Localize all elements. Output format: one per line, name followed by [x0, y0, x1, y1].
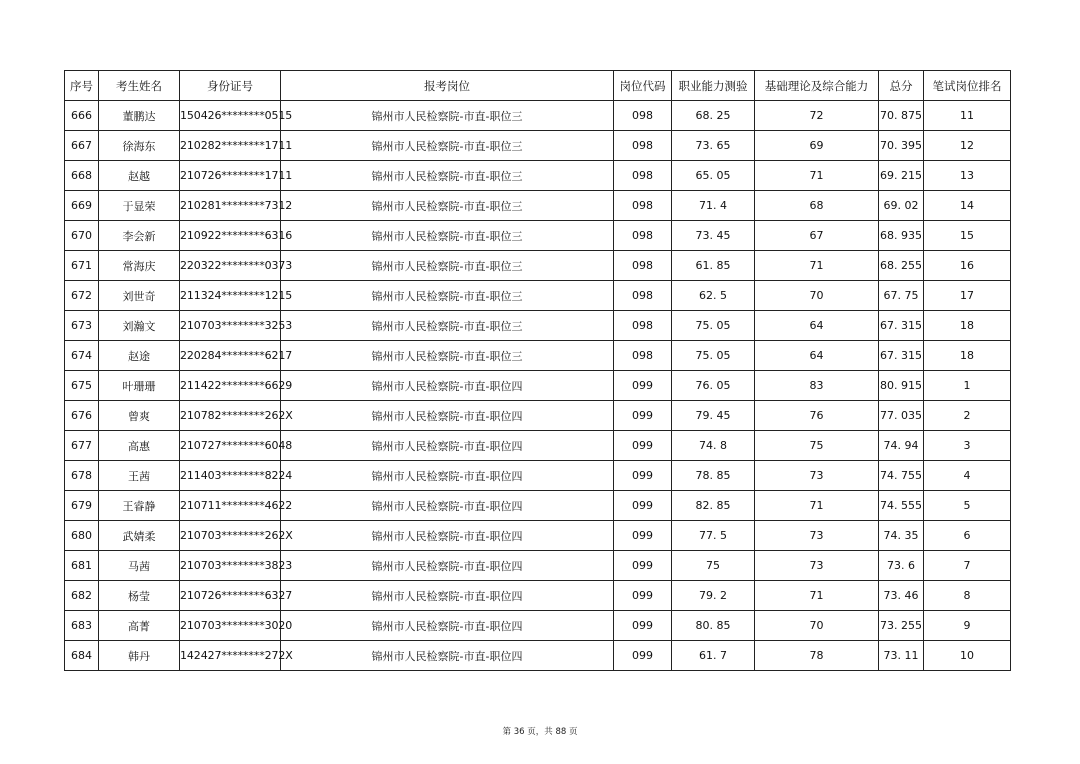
aptitude-cell: 68. 25 [672, 101, 755, 131]
aptitude-cell: 61. 85 [672, 251, 755, 281]
table-row [65, 131, 1011, 161]
rank-cell: 12 [924, 131, 1011, 161]
name-cell: 曾爽 [99, 401, 180, 431]
id-cell: 211422********6629 [180, 371, 281, 401]
rank-cell: 15 [924, 221, 1011, 251]
aptitude-cell: 61. 7 [672, 641, 755, 671]
header-cell-aptitude-score: 职业能力测验 [672, 71, 755, 101]
header-row [65, 71, 1011, 101]
position-cell: 锦州市人民检察院-市直-职位四 [281, 551, 614, 581]
id-cell: 210703********3020 [180, 611, 281, 641]
code-cell: 099 [614, 461, 672, 491]
total-cell: 70. 395 [879, 131, 924, 161]
rank-cell: 17 [924, 281, 1011, 311]
id-cell: 210703********3253 [180, 311, 281, 341]
id-cell: 210282********1711 [180, 131, 281, 161]
total-cell: 69. 215 [879, 161, 924, 191]
table-row [65, 191, 1011, 221]
total-cell: 74. 755 [879, 461, 924, 491]
code-cell: 099 [614, 371, 672, 401]
code-cell: 099 [614, 401, 672, 431]
table-row [65, 431, 1011, 461]
rank-cell: 8 [924, 581, 1011, 611]
total-cell: 68. 935 [879, 221, 924, 251]
seq-cell: 678 [65, 461, 99, 491]
code-cell: 099 [614, 491, 672, 521]
name-cell: 董鹏达 [99, 101, 180, 131]
position-cell: 锦州市人民检察院-市直-职位三 [281, 281, 614, 311]
table-row [65, 581, 1011, 611]
rank-cell: 5 [924, 491, 1011, 521]
theory-cell: 71 [755, 251, 879, 281]
id-cell: 150426********0515 [180, 101, 281, 131]
aptitude-cell: 73. 45 [672, 221, 755, 251]
id-cell: 210727********6048 [180, 431, 281, 461]
id-cell: 210922********6316 [180, 221, 281, 251]
code-cell: 098 [614, 101, 672, 131]
rank-cell: 14 [924, 191, 1011, 221]
table-row [65, 311, 1011, 341]
rank-cell: 13 [924, 161, 1011, 191]
theory-cell: 68 [755, 191, 879, 221]
position-cell: 锦州市人民检察院-市直-职位三 [281, 131, 614, 161]
theory-cell: 69 [755, 131, 879, 161]
position-cell: 锦州市人民检察院-市直-职位四 [281, 371, 614, 401]
header-cell-position-code: 岗位代码 [614, 71, 672, 101]
total-cell: 69. 02 [879, 191, 924, 221]
theory-cell: 78 [755, 641, 879, 671]
theory-cell: 72 [755, 101, 879, 131]
table-row [65, 221, 1011, 251]
position-cell: 锦州市人民检察院-市直-职位四 [281, 521, 614, 551]
rank-cell: 16 [924, 251, 1011, 281]
position-cell: 锦州市人民检察院-市直-职位三 [281, 221, 614, 251]
total-cell: 73. 46 [879, 581, 924, 611]
seq-cell: 666 [65, 101, 99, 131]
code-cell: 099 [614, 431, 672, 461]
table-row [65, 101, 1011, 131]
header-cell-position: 报考岗位 [281, 71, 614, 101]
table-row [65, 551, 1011, 581]
name-cell: 武婧柔 [99, 521, 180, 551]
position-cell: 锦州市人民检察院-市直-职位四 [281, 641, 614, 671]
code-cell: 098 [614, 131, 672, 161]
name-cell: 赵途 [99, 341, 180, 371]
theory-cell: 75 [755, 431, 879, 461]
table-row [65, 281, 1011, 311]
seq-cell: 668 [65, 161, 99, 191]
rank-cell: 3 [924, 431, 1011, 461]
theory-cell: 76 [755, 401, 879, 431]
name-cell: 于显荣 [99, 191, 180, 221]
position-cell: 锦州市人民检察院-市直-职位四 [281, 581, 614, 611]
name-cell: 叶珊珊 [99, 371, 180, 401]
code-cell: 098 [614, 311, 672, 341]
position-cell: 锦州市人民检察院-市直-职位四 [281, 461, 614, 491]
position-cell: 锦州市人民检察院-市直-职位三 [281, 251, 614, 281]
rank-cell: 18 [924, 341, 1011, 371]
table-row [65, 641, 1011, 671]
theory-cell: 73 [755, 551, 879, 581]
seq-cell: 671 [65, 251, 99, 281]
aptitude-cell: 76. 05 [672, 371, 755, 401]
aptitude-cell: 75. 05 [672, 341, 755, 371]
id-cell: 211324********1215 [180, 281, 281, 311]
aptitude-cell: 80. 85 [672, 611, 755, 641]
rank-cell: 6 [924, 521, 1011, 551]
seq-cell: 683 [65, 611, 99, 641]
total-cell: 68. 255 [879, 251, 924, 281]
position-cell: 锦州市人民检察院-市直-职位三 [281, 191, 614, 221]
seq-cell: 672 [65, 281, 99, 311]
results-table [64, 70, 1011, 671]
total-cell: 67. 315 [879, 341, 924, 371]
code-cell: 098 [614, 341, 672, 371]
total-cell: 67. 75 [879, 281, 924, 311]
seq-cell: 670 [65, 221, 99, 251]
total-cell: 70. 875 [879, 101, 924, 131]
code-cell: 099 [614, 521, 672, 551]
total-cell: 73. 11 [879, 641, 924, 671]
id-cell: 210281********7312 [180, 191, 281, 221]
table-row [65, 371, 1011, 401]
table-row [65, 611, 1011, 641]
rank-cell: 4 [924, 461, 1011, 491]
id-cell: 210711********4622 [180, 491, 281, 521]
header-cell-rank: 笔试岗位排名 [924, 71, 1011, 101]
id-cell: 210726********6327 [180, 581, 281, 611]
table-body [65, 101, 1011, 671]
position-cell: 锦州市人民检察院-市直-职位三 [281, 311, 614, 341]
theory-cell: 73 [755, 461, 879, 491]
table-row [65, 251, 1011, 281]
seq-cell: 676 [65, 401, 99, 431]
theory-cell: 71 [755, 581, 879, 611]
id-cell: 210703********3823 [180, 551, 281, 581]
total-cell: 73. 255 [879, 611, 924, 641]
header-cell-seq: 序号 [65, 71, 99, 101]
header-cell-total: 总分 [879, 71, 924, 101]
rank-cell: 11 [924, 101, 1011, 131]
theory-cell: 64 [755, 341, 879, 371]
name-cell: 王茜 [99, 461, 180, 491]
rank-cell: 1 [924, 371, 1011, 401]
rank-cell: 7 [924, 551, 1011, 581]
seq-cell: 673 [65, 311, 99, 341]
header-cell-theory-score: 基础理论及综合能力 [755, 71, 879, 101]
page-number: 第 36 页，共 88 页 [502, 727, 578, 737]
aptitude-cell: 62. 5 [672, 281, 755, 311]
theory-cell: 73 [755, 521, 879, 551]
seq-cell: 667 [65, 131, 99, 161]
code-cell: 098 [614, 191, 672, 221]
position-cell: 锦州市人民检察院-市直-职位三 [281, 101, 614, 131]
id-cell: 210703********262X [180, 521, 281, 551]
name-cell: 韩丹 [99, 641, 180, 671]
seq-cell: 669 [65, 191, 99, 221]
position-cell: 锦州市人民检察院-市直-职位四 [281, 401, 614, 431]
name-cell: 王睿静 [99, 491, 180, 521]
code-cell: 099 [614, 611, 672, 641]
seq-cell: 675 [65, 371, 99, 401]
table-row [65, 521, 1011, 551]
aptitude-cell: 75 [672, 551, 755, 581]
theory-cell: 70 [755, 281, 879, 311]
rank-cell: 9 [924, 611, 1011, 641]
total-cell: 74. 94 [879, 431, 924, 461]
code-cell: 098 [614, 281, 672, 311]
aptitude-cell: 79. 2 [672, 581, 755, 611]
name-cell: 高惠 [99, 431, 180, 461]
seq-cell: 681 [65, 551, 99, 581]
aptitude-cell: 75. 05 [672, 311, 755, 341]
table-row [65, 401, 1011, 431]
theory-cell: 83 [755, 371, 879, 401]
name-cell: 马茜 [99, 551, 180, 581]
code-cell: 099 [614, 641, 672, 671]
id-cell: 142427********272X [180, 641, 281, 671]
seq-cell: 674 [65, 341, 99, 371]
position-cell: 锦州市人民检察院-市直-职位三 [281, 341, 614, 371]
position-cell: 锦州市人民检察院-市直-职位四 [281, 431, 614, 461]
header-cell-name: 考生姓名 [99, 71, 180, 101]
total-cell: 74. 35 [879, 521, 924, 551]
rank-cell: 2 [924, 401, 1011, 431]
seq-cell: 677 [65, 431, 99, 461]
theory-cell: 71 [755, 161, 879, 191]
aptitude-cell: 73. 65 [672, 131, 755, 161]
total-cell: 73. 6 [879, 551, 924, 581]
name-cell: 刘瀚文 [99, 311, 180, 341]
name-cell: 高菁 [99, 611, 180, 641]
table-row [65, 461, 1011, 491]
aptitude-cell: 79. 45 [672, 401, 755, 431]
theory-cell: 67 [755, 221, 879, 251]
seq-cell: 680 [65, 521, 99, 551]
position-cell: 锦州市人民检察院-市直-职位四 [281, 611, 614, 641]
id-cell: 220322********0373 [180, 251, 281, 281]
id-cell: 220284********6217 [180, 341, 281, 371]
table-row [65, 491, 1011, 521]
theory-cell: 64 [755, 311, 879, 341]
name-cell: 常海庆 [99, 251, 180, 281]
aptitude-cell: 77. 5 [672, 521, 755, 551]
id-cell: 210726********1711 [180, 161, 281, 191]
aptitude-cell: 78. 85 [672, 461, 755, 491]
table-row [65, 161, 1011, 191]
theory-cell: 70 [755, 611, 879, 641]
code-cell: 099 [614, 551, 672, 581]
seq-cell: 679 [65, 491, 99, 521]
id-cell: 211403********8224 [180, 461, 281, 491]
seq-cell: 684 [65, 641, 99, 671]
seq-cell: 682 [65, 581, 99, 611]
aptitude-cell: 65. 05 [672, 161, 755, 191]
aptitude-cell: 82. 85 [672, 491, 755, 521]
total-cell: 67. 315 [879, 311, 924, 341]
name-cell: 徐海东 [99, 131, 180, 161]
code-cell: 098 [614, 161, 672, 191]
name-cell: 李会新 [99, 221, 180, 251]
total-cell: 77. 035 [879, 401, 924, 431]
id-cell: 210782********262X [180, 401, 281, 431]
name-cell: 赵越 [99, 161, 180, 191]
total-cell: 80. 915 [879, 371, 924, 401]
name-cell: 杨莹 [99, 581, 180, 611]
position-cell: 锦州市人民检察院-市直-职位四 [281, 491, 614, 521]
total-cell: 74. 555 [879, 491, 924, 521]
code-cell: 098 [614, 251, 672, 281]
position-cell: 锦州市人民检察院-市直-职位三 [281, 161, 614, 191]
header-cell-id: 身份证号 [180, 71, 281, 101]
rank-cell: 10 [924, 641, 1011, 671]
code-cell: 098 [614, 221, 672, 251]
name-cell: 刘世奇 [99, 281, 180, 311]
code-cell: 099 [614, 581, 672, 611]
theory-cell: 71 [755, 491, 879, 521]
rank-cell: 18 [924, 311, 1011, 341]
table-row [65, 341, 1011, 371]
aptitude-cell: 71. 4 [672, 191, 755, 221]
aptitude-cell: 74. 8 [672, 431, 755, 461]
